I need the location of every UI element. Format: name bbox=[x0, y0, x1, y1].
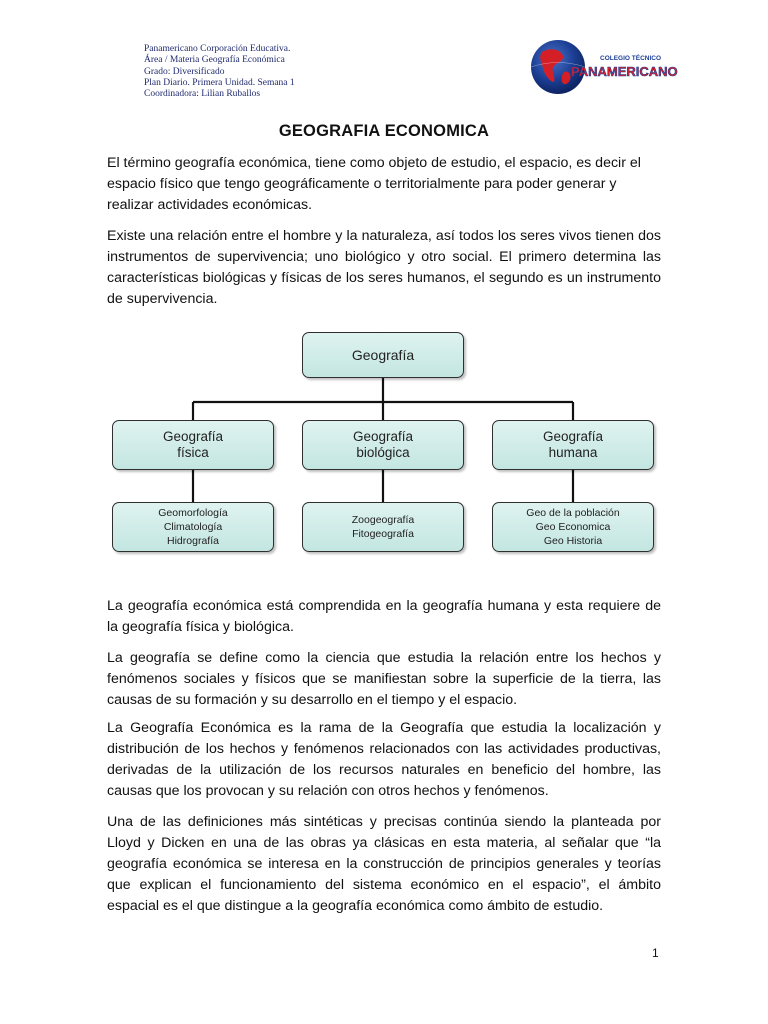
node-label-line1: Geografía bbox=[162, 429, 224, 444]
header-line-plan: Plan Diario. Primera Unidad. Semana 1 bbox=[144, 77, 295, 88]
node-label-line1: Geografía bbox=[542, 429, 604, 444]
node-geografia-fisica bbox=[112, 420, 274, 470]
page-title: GEOGRAFIA ECONOMICA bbox=[278, 122, 490, 140]
node-biologica-subfields bbox=[302, 502, 464, 552]
subfield-item: Geomorfología bbox=[158, 507, 228, 519]
subfield-item: Climatología bbox=[163, 521, 223, 533]
subfield-item: Geo Historia bbox=[543, 535, 603, 547]
subfield-item: Geo de la población bbox=[526, 507, 620, 519]
paragraph-relation: Existe una relación entre el hombre y la naturaleza, así todos los seres vivos tienen dos instrumentos de supervivencia; uno biológico y otro social. El primero determina las características biológicas y físicas de los seres humanos, el segundo es un instrumento de supervivencia. bbox=[107, 228, 661, 307]
node-label-line2: humana bbox=[548, 445, 598, 460]
subfield-item: Geo Economica bbox=[535, 521, 611, 533]
page-number: 1 bbox=[652, 946, 659, 960]
node-label-line2: biológica bbox=[356, 445, 410, 460]
node-humana-subfields bbox=[492, 502, 654, 552]
logo-top-text: COLEGIO TÉCNICO bbox=[600, 55, 662, 62]
paragraph-comprised: La geografía económica está comprendida en la geografía humana y esta requiere de la geografía física y biológica. bbox=[107, 598, 661, 635]
logo-main-text: PANAMERICANO bbox=[571, 64, 678, 79]
node-label-line1: Geografía bbox=[352, 429, 414, 444]
node-geografia-biologica bbox=[302, 420, 464, 470]
node-geografia-humana bbox=[492, 420, 654, 470]
subfield-item: Hidrografía bbox=[167, 535, 219, 547]
node-geografia-root: Geografía bbox=[302, 332, 464, 378]
header-line-grade: Grado: Diversificado bbox=[144, 66, 225, 77]
header-line-coordinator: Coordinadora: Lilian Ruballos bbox=[144, 89, 261, 100]
paragraph-economic-geography: La Geografía Económica es la rama de la Geografía que estudia la localización y distribución de los hechos y fenómenos relacionados con las actividades productivas, derivadas de la utilización de los recursos naturales en beneficio del hombre, las causas que los provocan y su relación con otros hechos y fenómenos. bbox=[107, 720, 661, 799]
subfield-item: Fitogeografía bbox=[352, 528, 414, 540]
header-line-institution: Panamericano Corporación Educativa. bbox=[144, 44, 291, 54]
header-info bbox=[144, 44, 295, 100]
node-label-line2: física bbox=[177, 445, 209, 460]
paragraph-definition: El término geografía económica, tiene como objeto de estudio, el espacio, es decir el espacio físico que tengo geográficamente o territorialmente para poder generar y realizar actividades económicas. bbox=[107, 155, 641, 213]
paragraph-lloyd-dicken: Una de las definiciones más sintéticas y precisas continúa siendo la planteada por Lloyd y Dicken en una de las obras ya clásicas en esta materia, al señalar que “la geografía económica se interesa en la construcción de principios generales y teorías que explican el funcionamiento del sistema económico en el espacio”, el ámbito espacial es el que distingue a la geografía económica como ámbito de estudio. bbox=[107, 814, 661, 914]
node-fisica-subfields bbox=[112, 502, 274, 552]
geography-hierarchy-diagram bbox=[106, 328, 662, 560]
paragraph-geography-definition: La geografía se define como la ciencia que estudia la relación entre los hechos y fenómenos sociales y físicos que se manifiestan sobre la superficie de la tierra, las causas de su formación y su desarrollo en el tiempo y el espacio. bbox=[107, 650, 661, 708]
header-line-subject: Área / Materia Geografía Económica bbox=[144, 55, 285, 66]
school-logo bbox=[528, 38, 678, 96]
subfield-item: Zoogeografía bbox=[351, 514, 415, 526]
globe-logo-icon bbox=[528, 38, 678, 96]
